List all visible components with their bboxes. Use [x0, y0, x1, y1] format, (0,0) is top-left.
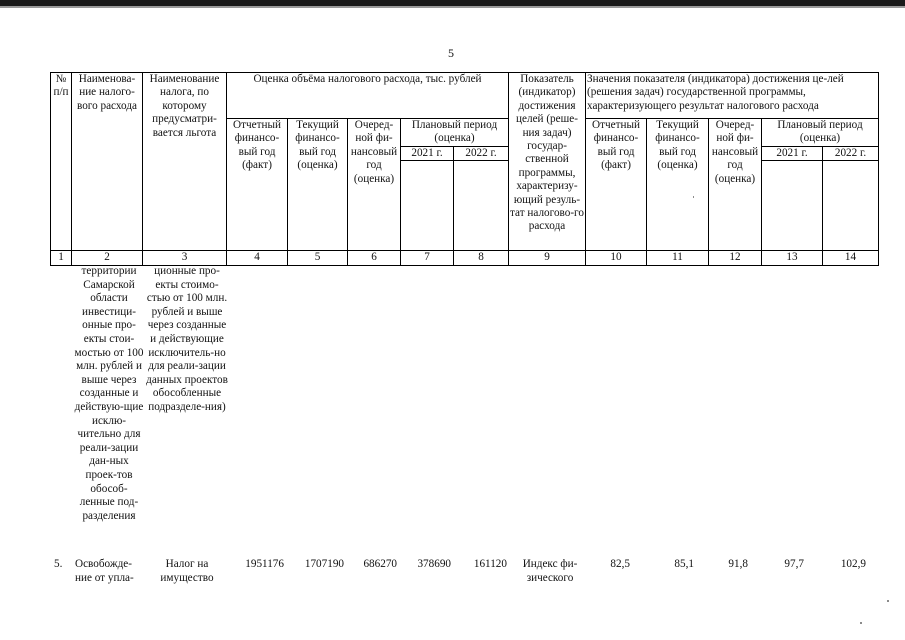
header-current-year-2: Текущий финансо-вый год (оценка)	[647, 119, 709, 251]
column-number: 9	[509, 251, 586, 265]
header-indicator: Показатель (индикатор) достижения целей (реше-ния задач) государ-ственной программы, характеризу-ющий резуль-тат налогово-го расхода	[509, 73, 586, 251]
header-year-2021-b: 2021 г.	[762, 147, 823, 161]
page-number: 5	[448, 46, 454, 60]
column-number: 13	[762, 251, 823, 265]
continuation-expenditure-name: территории Самарской области инвестици-онные про-екты стои-мостью от 100 млн. рублей и выше через созданные и действую-щие исклю-чительно для реали-зации дан-ных проек-тов обособ-ленные под-разделения	[74, 265, 144, 522]
column-number: 2	[72, 251, 143, 265]
header-year-2021: 2021 г.	[401, 147, 454, 161]
header-next-year: Очеред-ной фи-нансовый год (оценка)	[348, 119, 401, 251]
column-number: 12	[709, 251, 762, 265]
row5-tax-name: Налог на имущество	[160, 558, 214, 584]
header-year-2022: 2022 г.	[454, 147, 509, 161]
column-number: 7	[401, 251, 454, 265]
header-indicator-values: Значения показателя (индикатора) достижения це-лей (решения задач) государственной программы, характеризующего результат налогового расхода	[586, 73, 879, 119]
tax-expenditure-table	[50, 72, 879, 266]
header-row-number: № п/п	[51, 73, 72, 251]
row5-year-2021: 378690	[417, 558, 451, 570]
column-number: 5	[288, 251, 348, 265]
row5-next-year: 686270	[363, 558, 397, 570]
row5-reporting-year: 1951176	[245, 558, 284, 570]
header-volume-estimate: Оценка объёма налогового расхода, тыс. рублей	[227, 73, 509, 119]
row5-number: 5.	[54, 558, 63, 570]
scan-speck	[693, 196, 694, 198]
column-number: 3	[143, 251, 227, 265]
row5-indicator-current-year: 85,1	[674, 558, 694, 570]
header-planning-period: Плановый период (оценка)	[401, 119, 509, 147]
scan-speck	[860, 622, 862, 624]
header-tax-expenditure-name: Наименова-ние налого-вого расхода	[72, 73, 143, 251]
row5-indicator: Индекс фи-зического	[522, 558, 578, 584]
continuation-tax-name: ционные про-екты стоимо-стью от 100 млн. рублей и выше через созданные и действующие исключитель-но для реали-зации данных проектов обособленные подразделе-ния)	[146, 265, 228, 413]
column-number: 4	[227, 251, 288, 265]
row5-year-2022: 161120	[473, 558, 507, 570]
column-number: 11	[647, 251, 709, 265]
row5-indicator-2022: 102,9	[840, 558, 866, 570]
row5-indicator-reporting-year: 82,5	[610, 558, 630, 570]
column-number: 1	[51, 251, 72, 265]
header-planning-period-2: Плановый период (оценка)	[762, 119, 879, 147]
header-reporting-year: Отчетный финансо-вый год (факт)	[227, 119, 288, 251]
column-number: 10	[586, 251, 647, 265]
header-year-2022-b: 2022 г.	[823, 147, 879, 161]
scan-speck	[887, 600, 889, 602]
header-current-year: Текущий финансо-вый год (оценка)	[288, 119, 348, 251]
header-tax-name: Наименование налога, по которому предусматри-вается льгота	[143, 73, 227, 251]
row5-indicator-2021: 97,7	[784, 558, 804, 570]
row5-indicator-next-year: 91,8	[728, 558, 748, 570]
header-reporting-year-2: Отчетный финансо-вый год (факт)	[586, 119, 647, 251]
row5-expenditure-name: Освобожде-ние от упла-	[75, 558, 134, 584]
column-number: 8	[454, 251, 509, 265]
header-next-year-2: Очеред-ной фи-нансовый год (оценка)	[709, 119, 762, 251]
column-number: 6	[348, 251, 401, 265]
column-number: 14	[823, 251, 879, 265]
row5-current-year: 1707190	[304, 558, 344, 570]
scan-top-shadow	[0, 6, 905, 8]
